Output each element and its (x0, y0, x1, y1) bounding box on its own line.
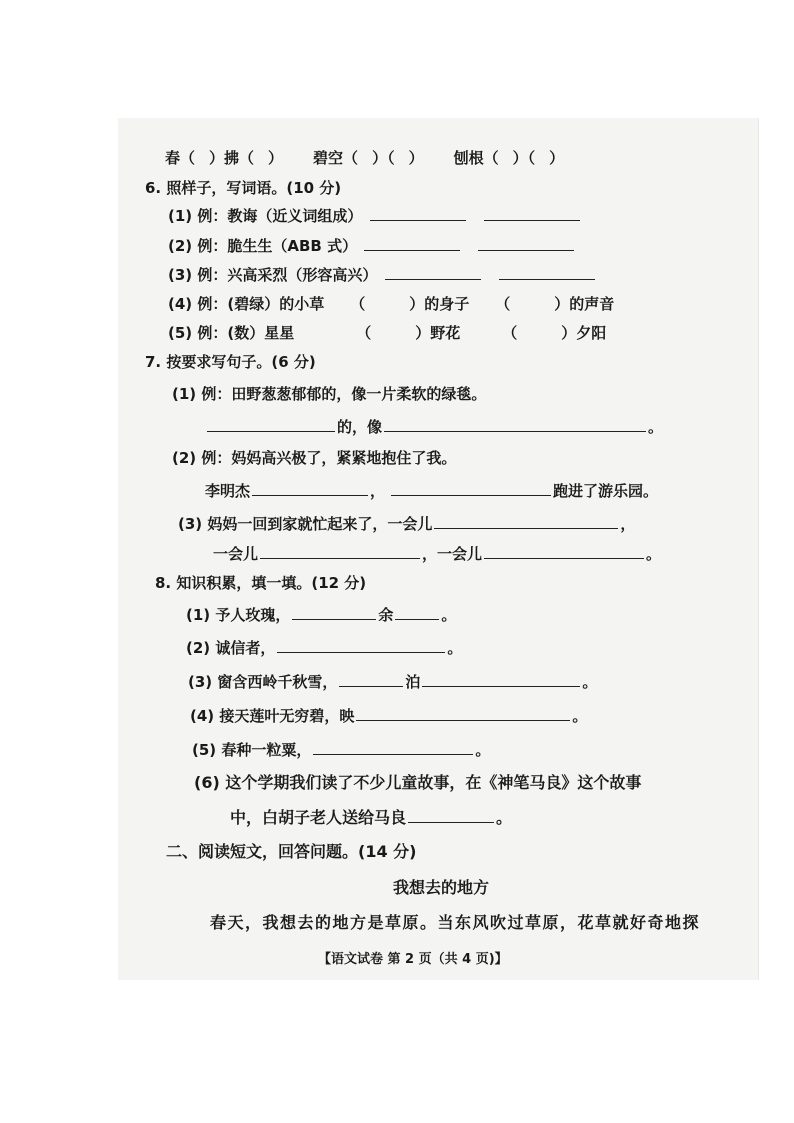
paren-open: （ (350, 295, 366, 313)
q5-row (165, 148, 564, 168)
q8-title: 8. 知识积累，填一填。(12 分) (155, 574, 367, 592)
q8-item-6-text: 中，白胡子老人送给马良 (230, 808, 407, 827)
answer-blank[interactable] (395, 605, 439, 620)
answer-blank[interactable] (356, 706, 570, 721)
q7-item-3-cont (213, 544, 661, 564)
q7-title: 7. 按要求写句子。(6 分) (145, 353, 316, 371)
comma: ， (620, 515, 636, 533)
period: 。 (475, 741, 491, 759)
passage-line-1: 春天，我想去的地方是草原。当东风吹过草原，花草就好奇地探 (210, 913, 701, 932)
comma: ， (370, 482, 386, 500)
q7-example-1: (1) 例：田野葱葱郁郁的，像一片柔软的绿毯。 (172, 385, 487, 403)
q6-item-1-text: (1) 例：教诲（近义词组成） (168, 207, 363, 225)
answer-blank[interactable] (478, 236, 574, 251)
q8-fill-text: 泊 (405, 673, 421, 691)
q6-item-5-part: ）夕阳 (561, 324, 607, 342)
q6-item-4-text: (4) 例：(碧绿）的小草 (168, 295, 325, 313)
answer-blank[interactable] (384, 417, 646, 432)
answer-blank[interactable] (207, 417, 335, 432)
answer-blank[interactable] (484, 544, 644, 559)
q5-paren: ） (408, 149, 424, 167)
q6-item-5-text: (5) 例：(数）星星 (168, 324, 295, 342)
q7-fill-text: 跑进了游乐园。 (553, 482, 659, 500)
q8-item-2-text: (2) 诚信者， (186, 639, 276, 657)
q5-word-1: 春（ (165, 149, 196, 167)
q7-item-3 (178, 514, 635, 534)
answer-blank[interactable] (391, 481, 551, 496)
q8-item-1-text: (1) 予人玫瑰， (186, 606, 291, 624)
q7-fill-text: ，一会儿 (422, 545, 483, 563)
answer-blank[interactable] (364, 236, 460, 251)
q5-word-3: 碧空（ (313, 149, 359, 167)
q6-item-4-part: ）的声音 (554, 295, 615, 313)
period: 。 (572, 707, 588, 725)
answer-blank[interactable] (434, 514, 618, 529)
q5-word-4: 刨根（ (453, 149, 499, 167)
q8-item-4 (190, 706, 587, 726)
q5-paren: ）（ (512, 149, 536, 167)
q6-item-5 (168, 323, 606, 343)
q6-title: 6. 照样子，写词语。(10 分) (145, 179, 342, 197)
q7-fill-text: 一会儿 (213, 545, 259, 563)
q8-item-6-cont (230, 808, 512, 828)
passage-title: 我想去的地方 (393, 878, 490, 897)
q5-word-2: ）拂（ (209, 149, 255, 167)
q8-item-5-text: (5) 春种一粒粟， (192, 741, 312, 759)
page-footer: 【语文试卷 第 2 页（共 4 页)】 (318, 952, 508, 967)
period: 。 (582, 673, 598, 691)
q8-item-6: (6) 这个学期我们读了不少儿童故事，在《神笔马良》这个故事 (194, 773, 642, 792)
paren-open: （ (502, 324, 518, 342)
q6-item-2 (168, 236, 576, 256)
answer-blank[interactable] (370, 206, 466, 221)
q5-paren: ） (268, 149, 284, 167)
q7-item-3-text: (3) 妈妈一回到家就忙起来了，一会儿 (178, 515, 433, 533)
answer-blank[interactable] (385, 265, 481, 280)
q5-paren: ）（ (372, 149, 395, 167)
answer-blank[interactable] (499, 265, 595, 280)
q6-item-5-part: ）野花 (415, 324, 461, 342)
answer-blank[interactable] (313, 740, 473, 755)
paren-open: （ (495, 295, 511, 313)
q6-item-4 (168, 294, 614, 314)
section-2-title: 二、阅读短文，回答问题。(14 分) (166, 842, 417, 861)
answer-blank[interactable] (422, 672, 580, 687)
q8-item-4-text: (4) 接天莲叶无穷碧，映 (190, 707, 355, 725)
q8-item-1 (186, 605, 456, 625)
answer-blank[interactable] (484, 206, 580, 221)
q6-item-4-part: ）的身子 (409, 295, 470, 313)
answer-blank[interactable] (260, 544, 420, 559)
answer-blank[interactable] (252, 481, 368, 496)
answer-blank[interactable] (277, 638, 445, 653)
q7-fill-text: 的，像 (337, 418, 383, 436)
q8-item-5 (192, 740, 490, 760)
q8-fill-text: 余 (378, 606, 394, 624)
period: 。 (646, 545, 662, 563)
period: 。 (496, 808, 513, 827)
q8-item-2 (186, 638, 462, 658)
q7-example-2: (2) 例：妈妈高兴极了，紧紧地抱住了我。 (172, 449, 457, 467)
q8-item-3 (188, 672, 597, 692)
q5-paren: ） (549, 149, 565, 167)
q6-item-3 (168, 265, 597, 285)
answer-blank[interactable] (292, 605, 376, 620)
answer-blank[interactable] (339, 672, 403, 687)
paren-open: （ (356, 324, 372, 342)
period: 。 (447, 639, 463, 657)
q6-item-2-text: (2) 例：脆生生（ABB 式） (168, 237, 358, 255)
q7-answer-1 (205, 417, 663, 437)
q7-answer-2 (205, 481, 658, 501)
period: 。 (441, 606, 457, 624)
q7-fill-text: 李明杰 (205, 482, 251, 500)
q6-item-3-text: (3) 例：兴高采烈（形容高兴） (168, 266, 378, 284)
answer-blank[interactable] (408, 808, 494, 823)
q6-item-1 (168, 206, 582, 226)
period: 。 (648, 418, 664, 436)
q8-item-3-text: (3) 窗含西岭千秋雪， (188, 673, 338, 691)
